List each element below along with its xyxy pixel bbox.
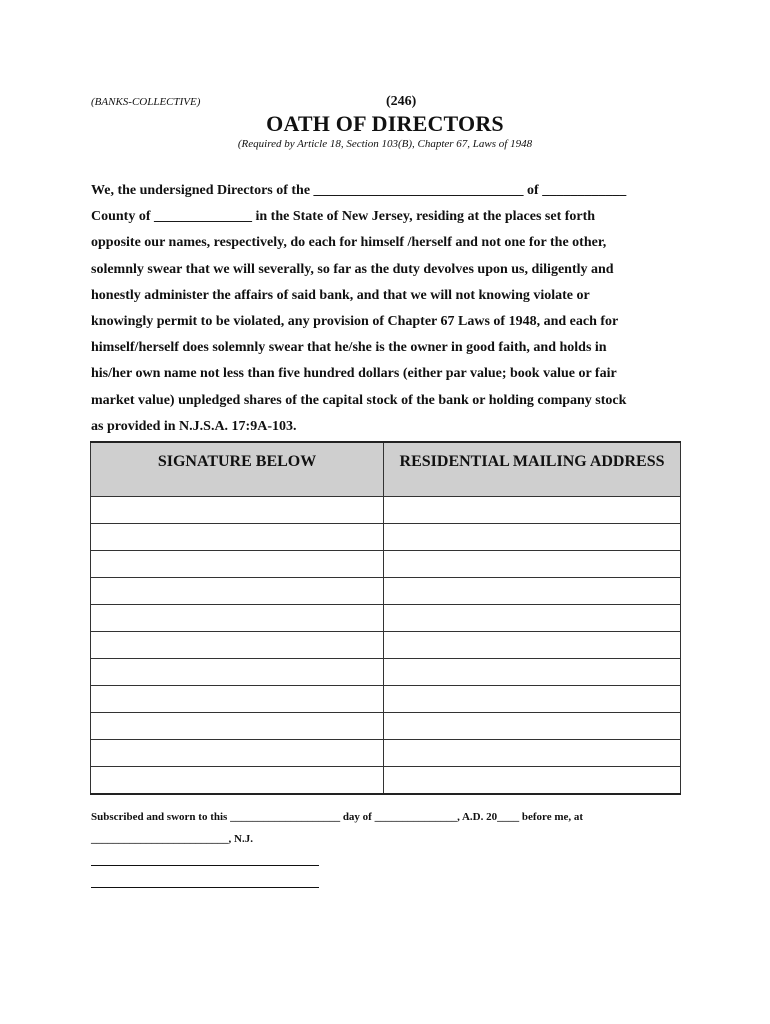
signature-cell[interactable]: [91, 497, 384, 524]
address-cell[interactable]: [384, 632, 681, 659]
signature-cell[interactable]: [91, 632, 384, 659]
oath-line: himself/herself does solemnly swear that he/she is the owner in good faith, and holds in: [91, 340, 607, 356]
address-cell[interactable]: [384, 524, 681, 551]
address-cell[interactable]: [384, 578, 681, 605]
table-row: [91, 578, 681, 605]
signature-cell[interactable]: [91, 740, 384, 767]
signature-cell[interactable]: [91, 524, 384, 551]
address-cell[interactable]: [384, 686, 681, 713]
table-row: [91, 632, 681, 659]
table-row: [91, 686, 681, 713]
table-row: [91, 713, 681, 740]
signature-cell[interactable]: [91, 605, 384, 632]
signature-cell[interactable]: [91, 659, 384, 686]
address-cell[interactable]: [384, 497, 681, 524]
signature-cell[interactable]: [91, 551, 384, 578]
table-row: [91, 524, 681, 551]
table-header-row: [91, 442, 681, 497]
table-row: [91, 767, 681, 795]
notary-title-line[interactable]: [91, 887, 319, 888]
jurat-line: Subscribed and sworn to this ____________________ day of _______________, A.D. 20____ before me, at: [91, 811, 584, 823]
oath-text: [91, 178, 691, 440]
oath-line: honestly administer the affairs of said bank, and that we will not knowing violate or: [91, 287, 590, 303]
table-row: [91, 551, 681, 578]
page-subtitle: (Required by Article 18, Section 103(B), Chapter 67, Laws of 1948: [237, 138, 533, 150]
address-cell[interactable]: [384, 740, 681, 767]
signature-cell[interactable]: [91, 578, 384, 605]
address-cell[interactable]: [384, 713, 681, 740]
page-title: OATH OF DIRECTORS: [266, 111, 504, 136]
table-row: [91, 497, 681, 524]
table-row: [91, 659, 681, 686]
form-category-label: (BANKS-COLLECTIVE): [91, 96, 201, 108]
address-column-header: RESIDENTIAL MAILING ADDRESS: [384, 442, 681, 497]
table-row: [91, 740, 681, 767]
oath-line: knowingly permit to be violated, any provision of Chapter 67 Laws of 1948, and each for: [91, 313, 619, 329]
oath-line: County of ______________ in the State of New Jersey, residing at the places set forth: [91, 209, 596, 225]
directors-signature-table: [90, 441, 681, 795]
signature-cell[interactable]: [91, 686, 384, 713]
oath-line: as provided in N.J.S.A. 17:9A-103.: [91, 418, 297, 434]
signature-column-header: SIGNATURE BELOW: [91, 442, 384, 497]
table-row: [91, 605, 681, 632]
signature-cell[interactable]: [91, 767, 384, 795]
signature-cell[interactable]: [91, 713, 384, 740]
notary-signature-line[interactable]: [91, 865, 319, 866]
oath-line: market value) unpledged shares of the capital stock of the bank or holding company stock: [91, 392, 627, 408]
oath-line: solemnly swear that we will severally, so far as the duty devolves upon us, diligently and: [91, 261, 614, 277]
oath-line: We, the undersigned Directors of the ______________________________ of ____________: [91, 183, 627, 198]
jurat: [91, 809, 583, 853]
address-cell[interactable]: [384, 659, 681, 686]
form-number: (246): [386, 94, 417, 109]
address-cell[interactable]: [384, 551, 681, 578]
oath-line: his/her own name not less than five hundred dollars (either par value; book value or fair: [91, 366, 617, 382]
address-cell[interactable]: [384, 605, 681, 632]
oath-line: opposite our names, respectively, do each for himself /herself and not one for the other,: [91, 235, 607, 251]
address-cell[interactable]: [384, 767, 681, 795]
table-body: [91, 497, 681, 795]
jurat-line: _________________________, N.J.: [91, 833, 253, 845]
